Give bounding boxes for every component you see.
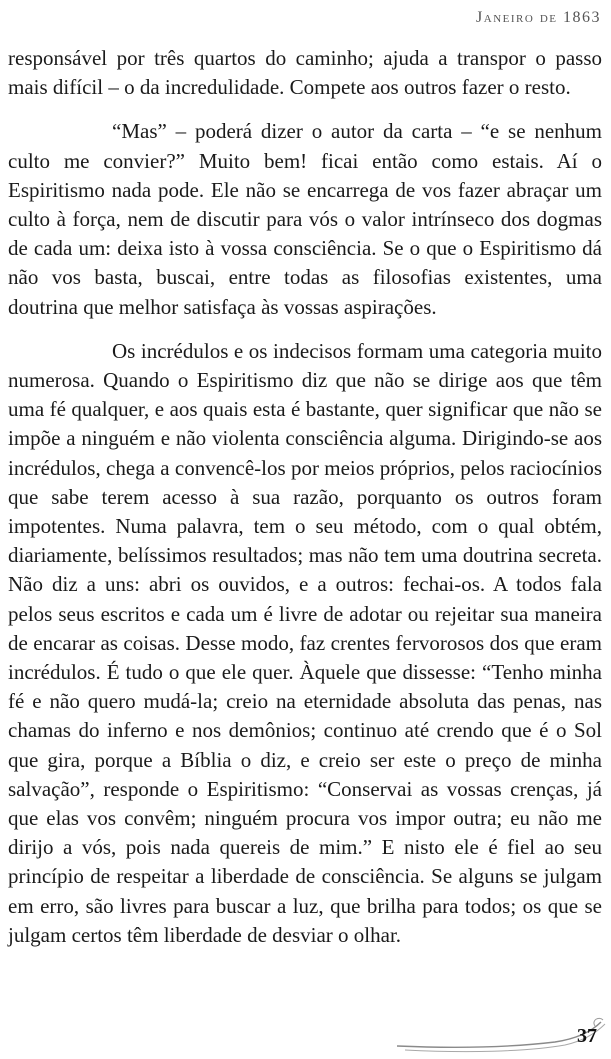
paragraph-continuation: responsável por três quartos do caminho; ajuda a transpor o passo mais difícil – o da incredulidade. Compete aos outros fazer o resto.	[8, 46, 602, 100]
page-footer	[395, 1012, 609, 1056]
page-number: 37	[577, 1025, 597, 1047]
running-header: Janeiro de 1863	[476, 9, 601, 26]
page-body	[8, 44, 602, 950]
paragraph-culto: “Mas” – poderá dizer o autor da carta – “e se nenhum culto me convier?” Muito bem! ficai então como estais. Aí o Espiritismo nada pode. Ele não se encarrega de vos fazer abraçar um culto à força, nem de discutir para vós o valor intrínseco dos dogmas de cada um: deixa isto à vossa consciência. Se o que o Espiritismo dá não vos basta, buscai, entre todas as filosofias existentes, uma doutrina que melhor satisfaça às vossas aspirações.	[8, 119, 602, 319]
paragraph-incredulos: Os incrédulos e os indecisos formam uma categoria muito numerosa. Quando o Espiritismo diz que não se dirige aos que têm uma fé qualquer, e aos quais esta é bastante, quer significar que não se impõe a ninguém e não violenta consciência alguma. Dirigindo-se aos incrédulos, chega a convencê-los por meios próprios, pelos raciocínios que sabe terem acesso à sua razão, porquanto os outros foram impotentes. Numa palavra, tem o seu método, com o qual obtém, diariamente, belíssimos resultados; mas não tem uma doutrina secreta. Não diz a uns: abri os ouvidos, e a outros: fechai-os. A todos fala pelos seus escritos e cada um é livre de adotar ou rejeitar sua maneira de encarar as coisas. Desse modo, faz crentes fervorosos dos que eram incrédulos. É tudo o que ele quer. Àquele que dissesse: “Tenho minha fé e não quero mudá-la; creio na eternidade absoluta das penas, nas chamas do inferno e nos demônios; continuo até crendo que é o Sol que gira, porque a Bíblia o diz, e creio ser este o preço de minha salvação”, responde o Espiritismo: “Conservai as vossas crenças, já que elas vos convêm; ninguém procura vos impor outra; eu não me dirijo a vós, pois nada quereis de mim.” E nisto ele é fiel ao seu princípio de respeitar a liberdade de consciência. Se alguns se julgam em erro, são livres para buscar a luz, que brilha para todos; os que se julgam certos têm liberdade de desviar o olhar.	[8, 338, 602, 947]
